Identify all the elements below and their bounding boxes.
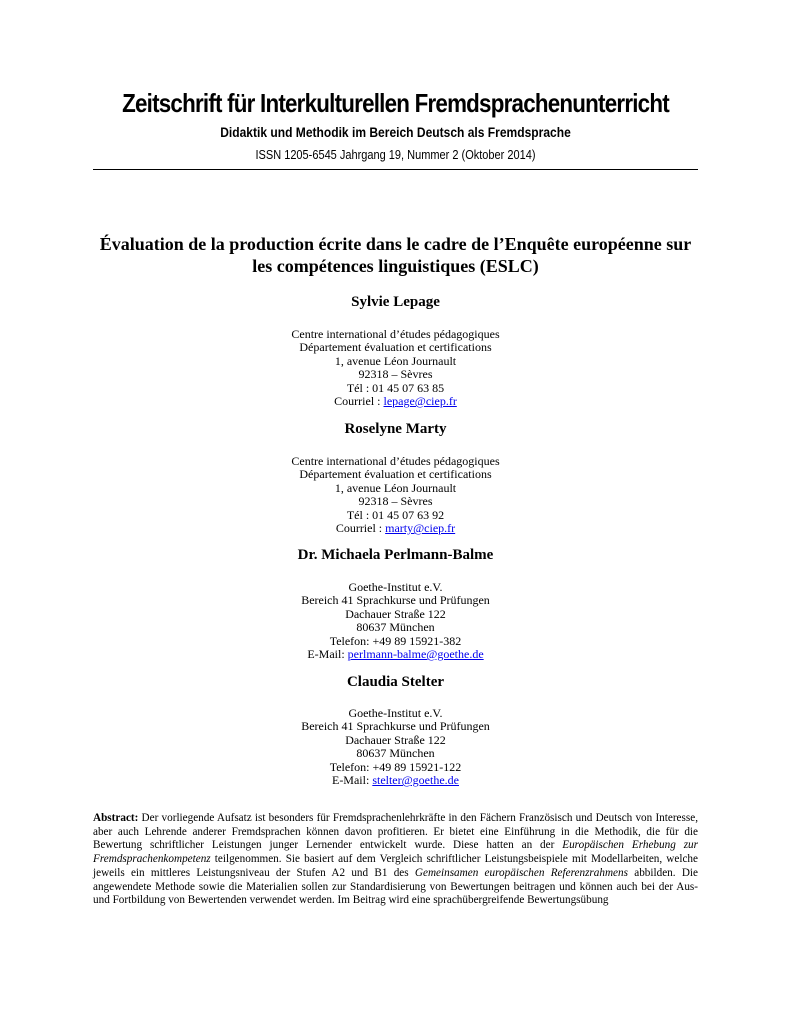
email-line (0, 522, 791, 535)
abstract-italic-term: Gemeinsamen europäischen Referenzrahmens (414, 866, 628, 879)
address-line: Tél : 01 45 07 63 92 (346, 507, 445, 522)
author-address (0, 707, 791, 787)
abstract (93, 812, 698, 908)
email-link[interactable]: marty@ciep.fr (385, 521, 456, 536)
author-name: Roselyne Marty (344, 421, 447, 437)
address-line: Centre international d’études pédagogiques (291, 327, 500, 341)
email-line (0, 774, 791, 787)
author-name: Dr. Michaela Perlmann-Balme (297, 547, 494, 563)
author-name: Claudia Stelter (346, 674, 445, 690)
address-line: Département évaluation et certifications (299, 467, 492, 482)
address-line: 1, avenue Léon Journault (334, 480, 457, 495)
abstract-text: abbilden. Die angewendete Methode sowie die Materialien sollen zur Standardisierung von Bewertungen beitragen und können auch bei der Aus- und Fortbildung von Bewertenden verwendet werden. Im Beitrag wird eine sprachübergreifende Bewertungsübung (93, 866, 698, 907)
email-link[interactable]: lepage@ciep.fr (383, 394, 457, 409)
article-title-line-2: les compétences linguistiques (ESLC) (252, 256, 539, 276)
abstract-text: teilgenommen. Sie basiert auf dem Vergleich schriftlicher Leistungsbeispiele mit Modellarbeiten, welche jeweils ein mittleres Leistungsniveau der Stufen A2 und B1 des (93, 853, 698, 879)
address-line: Dachauer Straße 122 (345, 732, 446, 747)
article-title-line-1: Évaluation de la production écrite dans le cadre de l’Enquête européenne sur (99, 234, 692, 254)
email-line (0, 395, 791, 408)
address-line: Dachauer Straße 122 (345, 606, 446, 621)
address-line: Bereich 41 Sprachkurse und Prüfungen (301, 719, 490, 734)
address-line: Bereich 41 Sprachkurse und Prüfungen (301, 593, 490, 608)
address-line: Centre international d’études pédagogiques (291, 454, 500, 468)
address-line: Telefon: +49 89 15921-122 (329, 759, 462, 774)
abstract-italic-term: Europäischen Erhebung zur Fremdsprachenkompetenz (93, 839, 698, 866)
author-address (0, 328, 791, 408)
address-line: Goethe-Institut e.V. (348, 706, 443, 720)
abstract-text: Der vorliegende Aufsatz ist besonders für Fremdsprachenlehrkräfte in den Fächern Französisch und Deutsch von Interesse, aber auch Lehrende anderer Fremdsprachen können davon profitieren. Er bietet eine Einführung in die Methodik, die für die Bewertung schriftlicher Leistungen junger Lernender entwickelt wurde. Diese hatten an der (93, 812, 698, 852)
email-label: Courriel : (334, 394, 384, 409)
journal-title: Zeitschrift für Interkulturellen Fremdsprachenunterricht (122, 88, 669, 118)
address-line: Département évaluation et certifications (299, 340, 492, 355)
journal-issn-line: ISSN 1205-6545 Jahrgang 19, Nummer 2 (Oktober 2014) (255, 148, 536, 162)
header-divider (93, 169, 698, 170)
author-address (0, 581, 791, 661)
author-address (0, 455, 791, 535)
email-link[interactable]: stelter@goethe.de (372, 773, 459, 788)
address-line: 80637 München (356, 620, 435, 635)
email-link[interactable]: perlmann-balme@goethe.de (347, 647, 484, 662)
abstract-label: Abstract: (93, 812, 139, 824)
journal-subtitle: Didaktik und Methodik im Bereich Deutsch als Fremdsprache (220, 124, 571, 140)
email-label: E-Mail: (331, 773, 373, 788)
address-line: 92318 – Sèvres (358, 494, 433, 509)
article-title (80, 233, 711, 277)
email-line (0, 648, 791, 661)
address-line: 92318 – Sèvres (358, 367, 433, 382)
address-line: Tél : 01 45 07 63 85 (346, 380, 445, 395)
email-label: Courriel : (335, 521, 386, 536)
address-line: Telefon: +49 89 15921-382 (329, 633, 462, 648)
address-line: 1, avenue Léon Journault (334, 353, 457, 368)
email-label: E-Mail: (307, 647, 348, 662)
author-name: Sylvie Lepage (351, 294, 440, 310)
address-line: 80637 München (356, 746, 435, 761)
address-line: Goethe-Institut e.V. (348, 580, 443, 594)
